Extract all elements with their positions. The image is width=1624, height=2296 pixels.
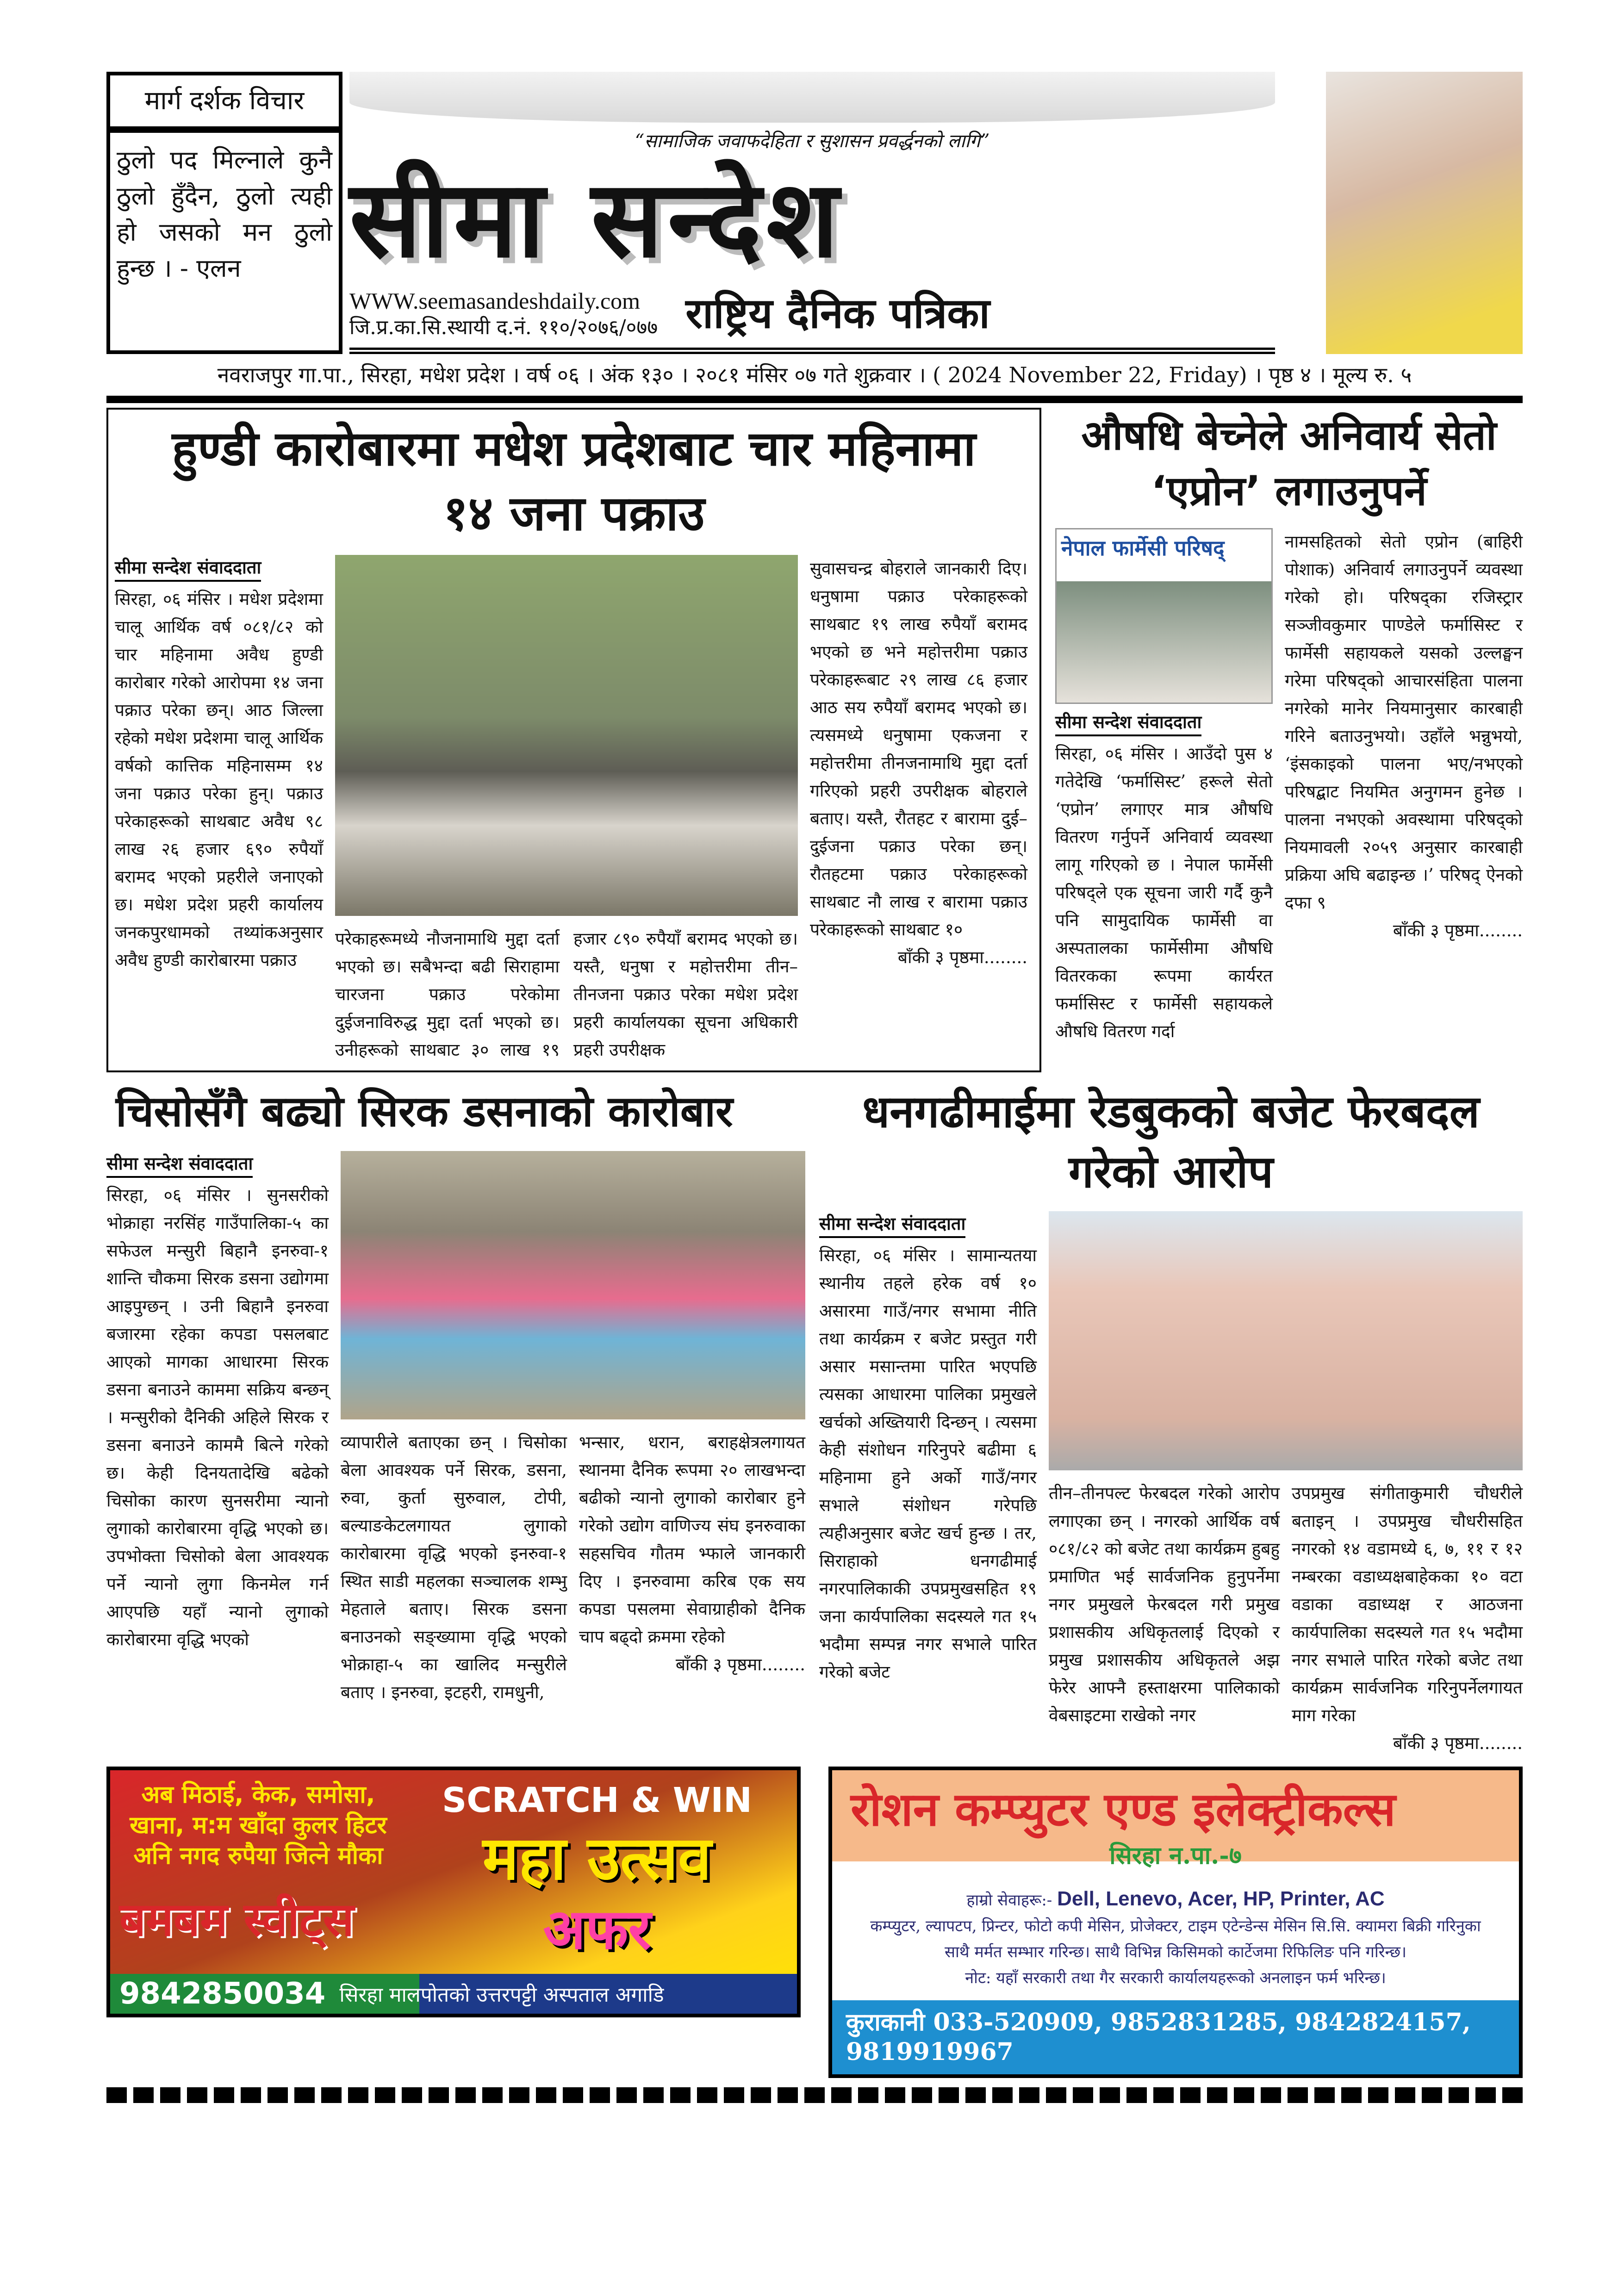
article-text: तीन–तीनपल्ट फेरबदल गरेको आरोप लगाएका छन् । नगरको आर्थिक वर्ष ०८१/८२ को बजेट तथा कार्यक्रम हुबहु प्रमाणित भई सार्वजनिक हुनुपर्नेमा नगर प्रमुखले फेरबदल गरी प्रमुख प्रशासकीय अधिकृतलाई दिएको र प्रमुख प्रशासकीय अधिकृतले अझ फेरेर आफ्नै हस्ताक्षरमा पालिकाको वेबसाइटमा राखेको नगर — [1049, 1483, 1280, 1725]
registration-number: जि.प्र.का.सि.स्थायी द.नं. ११०/२०७६/०७७ — [349, 316, 658, 339]
divider — [106, 396, 1523, 403]
ad-shop-name: बमबम स्वीट्स — [119, 1892, 355, 1947]
model-photo — [1326, 72, 1523, 354]
ad-brands: Dell, Lenevo, Acer, HP, Printer, AC — [1057, 1887, 1385, 1910]
article-quilt — [106, 1082, 805, 1706]
municipality-building-photo — [1049, 1211, 1523, 1470]
quote-box-title: मार्ग दर्शक विचार — [110, 75, 339, 133]
newspaper-page — [106, 72, 1523, 2177]
dateline: नवराजपुर गा.पा., सिरहा, मधेश प्रदेश । वर्ष ०६ । अंक १३० । २०८१ मंसिर ०७ गते शुक्रवार । ( 2024 November 22, Friday) । पृष्ठ ४ । मूल्य रु. ५ — [217, 362, 1412, 387]
masthead — [349, 72, 1275, 354]
byline: सीमा सन्देश संवाददाता — [1055, 709, 1201, 736]
ad-offer-2: अफर — [543, 1898, 651, 1962]
ornament-decoration — [349, 72, 1275, 123]
newspaper-subtitle: राष्ट्रिय दैनिक पत्रिका — [685, 289, 990, 338]
byline: सीमा सन्देश संवाददाता — [819, 1211, 965, 1238]
article-apron — [1055, 408, 1523, 1045]
quilt-making-photo — [341, 1151, 805, 1419]
continued-link[interactable]: बाँकी ३ पृष्ठमा........ — [675, 1655, 805, 1674]
article-text: नामसहितको सेतो एप्रोन (बाहिरी पोशाक) अनिवार्य लगाउनुपर्ने व्यवस्था गरेको हो। परिषद्का रजिस्ट्रार सञ्जीवकुमार पाण्डेले फर्मासिस्ट र फार्मेसी सहायकले यसको उल्लङ्घन गरेमा परिषद्को आचारसंहिता पालना नगरेको मानेर नियमानुसार कारबाही गरिने बताउनुभयो। उहाँले भन्नुभयो, ‘इंसकाइको पालना भए/नभएको परिषद्बाट नियमित अनुगमन हुनेछ । पालना नभएको अवस्थामा परिषद्को नियमावली २०५९ अनुसार कारबाही प्रक्रिया अघि बढाइन्छ ।’ परिषद् ऐनको दफा ९ — [1285, 532, 1523, 913]
article-text: परेकाहरूमध्ये नौजनामाथि मुद्दा दर्ता भएको छ। सबैभन्दा बढी सिराहामा चारजना पक्राउ परेकोमा दुईजनाविरुद्ध मुद्दा दर्ता भएको छ। उनीहरूको साथबाट ३० लाख १९ हजार ८९० रुपैयाँ बरामद भएको छ। यस्तै, धनुषा र महोत्तरीमा तीन–तीनजना पक्राउ परेका मधेश प्रदेश प्रहरी कार्यालयका सूचना अधिकारी प्रहरी उपरीक्षक — [335, 929, 798, 1060]
ad-note: नोट: यहाँ सरकारी तथा गैर सरकारी कार्यालयहरूको अनलाइन फर्म भरिन्छ। — [965, 1969, 1386, 1987]
ad-scratch: SCRATCH & WIN — [442, 1780, 752, 1820]
ad-address: सिरहा मालपोतको उत्तरपट्टी अस्पताल अगाडि — [339, 1983, 664, 2007]
continued-link[interactable]: बाँकी ३ पृष्ठमा........ — [1393, 1733, 1523, 1753]
headline: औषधि बेच्नेले अनिवार्य सेतो ‘एप्रोन’ लगाउनुपर्ने — [1081, 411, 1497, 515]
ad-offer-1: महा उत्सव — [482, 1823, 712, 1893]
ad-roshan-computer[interactable] — [828, 1767, 1523, 2078]
ad-phone[interactable]: 9842850034 — [119, 1977, 326, 2011]
article-text: सुवासचन्द्र बोहराले जानकारी दिए। धनुषामा पक्राउ परेकाहरूको साथबाट १९ लाख रुपैयाँ बरामद भएको छ भने महोत्तरीमा पक्राउ परेकाहरूबाट २९ लाख ८६ हजार आठ सय रुपैयाँ बरामद भएको छ। त्यसमध्ये धनुषामा एकजना र महोत्तरीमा तीनजनामाथि मुद्दा दर्ता गरिएको प्रहरी उपरीक्षक बोहराले बताए। यस्तै, रौतहट र बारामा दुई–दुईजना पक्राउ परेका छन्। रौतहटमा पक्राउ परेकाहरूको साथबाट नौ लाख र बारामा पक्राउ परेकाहरूको साथबाट १० — [810, 559, 1027, 940]
ad-location: सिरहा न.पा.-७ — [1109, 1842, 1242, 1870]
article-text: भन्सार, धरान, बराहक्षेत्रलगायत स्थानमा दैनिक रूपमा २० लाखभन्दा बढीको न्यानो लुगाको कारोबार हुने गरेको उद्योग वाणिज्य संघ इनरुवाका सहसचिव गौतम भ्फाले जानकारी दिए । इनरुवामा करिब एक सय कपडा पसलमा सेवाग्राहीको दैनिक चाप बढ्दो क्रममा रहेको — [579, 1432, 805, 1647]
ad-services: कम्प्युटर, ल्यापटप, प्रिन्टर, फोटो कपी मेसिन, प्रोजेक्टर, टाइम एटेन्डेन्स मेसिन सि.सि. क्यामरा बिक्री गरिनुका साथै मर्मत सम्भार गरिन्छ। साथै विभिन्न किसिमको कार्टेजमा रिफिलिङ पनि गरिन्छ। — [870, 1917, 1481, 1961]
bottom-dashed-rule — [106, 2087, 1523, 2103]
continued-link[interactable]: बाँकी ३ पृष्ठमा........ — [1393, 921, 1523, 940]
byline: सीमा सन्देश संवाददाता — [106, 1151, 253, 1178]
ad-shop-name: रोशन कम्प्युटर एण्ड इलेक्ट्रीकल्स — [851, 1782, 1396, 1836]
slogan: “सामाजिक जवाफदेहिता र सुशासन प्रवर्द्धनको लागि” — [635, 131, 990, 152]
arrested-persons-photo — [335, 555, 798, 916]
image-sign: नेपाल फार्मेसी परिषद् — [1057, 529, 1271, 566]
article-hundi — [106, 408, 1041, 1072]
masthead-rule — [349, 348, 1275, 354]
quote-text: ठुलो पद मिल्नाले कुनै ठुलो हुँदैन, ठुलो त्यही हो जसको मन ठुलो हुन्छ । - एलन — [117, 145, 332, 283]
ad-contact[interactable]: कुराकानी 033-520909, 9852831285, 9842824157, 9819919967 — [832, 2000, 1519, 2074]
headline: हुण्डी कारोबारमा मधेश प्रदेशबाट चार महिनामा १४ जना पक्राउ — [172, 420, 976, 541]
ad-promo: अब मिठाई, केक, समोसा, खाना, म:म खाँदा कुलर हिटर अनि नगद रुपैया जित्ने मौका — [130, 1781, 387, 1870]
article-text: सिरहा, ०६ मंसिर । सामान्यतया स्थानीय तहले हरेक वर्ष १० असारमा गाउँ/नगर सभामा नीति तथा कार्यक्रम र बजेट प्रस्तुत गरी असार मसान्तमा पारित भएपछि त्यसका आधारमा पालिका प्रमुखले खर्चको अख्तियारी दिन्छन् । त्यसमा केही संशोधन गरिनुपरे बढीमा ६ महिनामा हुने अर्को गाउँ/नगर सभाले संशोधन गरेपछि त्यहीअनुसार बजेट खर्च हुन्छ । तर, सिराहाको धनगढीमाई नगरपालिकाकी उपप्रमुखसहित १९ जना कार्यपालिका सदस्यले गत १५ भदौमा सम्पन्न नगर सभाले पारित गरेको बजेट — [819, 1245, 1037, 1682]
byline: सीमा सन्देश संवाददाता — [115, 555, 261, 582]
masthead-row — [106, 72, 1523, 354]
article-text: सिरहा, ०६ मंसिर । आउँदो पुस ४ गतेदेखि ‘फर्मासिस्ट’ हरूले सेतो ‘एप्रोन’ लगाएर मात्र औषधि वितरण गर्नुपर्ने अनिवार्य व्यवस्था लागू गरिएको छ । नेपाल फार्मेसी परिषद्ले एक सूचना जारी गर्दै कुनै पनि सामुदायिक फार्मेसी वा अस्पतालका फार्मेसीमा औषधि वितरकका रूपमा कार्यरत फर्मासिस्ट र फार्मेसी सहायकले औषधि वितरण गर्दा — [1055, 744, 1273, 1041]
article-redbook — [819, 1082, 1523, 1757]
article-text: सिरहा, ०६ मंसिर । सुनसरीको भोक्राहा नरसिंह गाउँपालिका-५ का सफेउल मन्सुरी बिहानै इनरुवा-१ शान्ति चौकमा सिरक डसना उद्योगमा आइपुग्छन् । उनी बिहानै इनरुवा बजारमा रहेका कपडा पसलबाट आएको मागका आधारमा सिरक डसना बनाउने काममा सक्रिय बन्छन् । मन्सुरीको दैनिकी अहिले सिरक र डसना बनाउने काममै बित्ने गरेको छ। केही दिनयतादेखि बढेको चिसोका कारण सुनसरीमा न्यानो लुगाको कारोबारमा वृद्धि भएको छ। उपभोक्ता चिसोको बेला आवश्यक पर्ने न्यानो लुगा किनमेल गर्न आएपछि यहाँ न्यानो लुगाको कारोबारमा वृद्धि भएको — [106, 1185, 329, 1649]
article-text: सिरहा, ०६ मंसिर । मधेश प्रदेशमा चालू आर्थिक वर्ष ०८१/८२ को चार महिनामा अवैध हुण्डी कारोबार गरेको आरोपमा १४ जना पक्राउ परेका छन्। आठ जिल्ला रहेको मधेश प्रदेशमा चालू आर्थिक वर्षको कात्तिक महिनासम्म १४ जना पक्राउ परेका हुन्। पक्राउ परेकाहरूको साथबाट अवैध ९८ लाख २६ हजार ६९० रुपैयाँ बरामद भएको प्रहरीले जनाएको छ। मधेश प्रदेश प्रहरी कार्यालय जनकपुरधामको तथ्यांकअनुसार अवैध हुण्डी कारोबारमा पक्राउ — [115, 589, 323, 970]
continued-link[interactable]: बाँकी ३ पृष्ठमा........ — [897, 947, 1027, 967]
ad-bambam-sweets[interactable] — [106, 1767, 801, 2017]
pharmacy-council-photo — [1055, 528, 1273, 704]
website-link[interactable]: WWW.seemasandeshdaily.com — [349, 288, 641, 314]
newspaper-title: सीमा सन्देश — [349, 158, 844, 281]
ad-brands-label: हाम्रो सेवाहरू:- — [966, 1891, 1052, 1910]
quote-box — [106, 72, 342, 354]
headline: चिसोसँगै बढ्यो सिरक डसनाको कारोबार — [116, 1087, 733, 1136]
headline: धनगढीमाईमा रेडबुकको बजेट फेरबदल गरेको आरोप — [862, 1086, 1480, 1198]
article-text: व्यापारीले बताएका छन् । चिसोका बेला आवश्यक पर्ने सिरक, डसना, रुवा, कुर्ता सुरुवाल, टोपी, बल्याङकेटलगायत लुगाको कारोबारमा वृद्धि भएको इनरुवा-१ स्थित साडी महलका सञ्चालक शम्भु मेहताले बताए। सिरक डसना बनाउनको सङ्ख्यामा वृद्धि भएको भोक्राहा-५ का खालिद मन्सुरीले बताए । इनरुवा, इटहरी, रामधुनी, — [341, 1432, 567, 1702]
article-text: उपप्रमुख संगीताकुमारी चौधरीले बताइन् । उपप्रमुख चौधरीसहित नगरको १४ वडामध्ये ६, ७, ११ र १२ नम्बरका वडाध्यक्षबाहेकका १० वटा वडाका वडाध्यक्ष र आठजना कार्यपालिका सदस्यले गत १५ भदौमा नगर सभाले पारित गरेको बजेट तथा कार्यक्रम सार्वजनिक गरिनुपर्नेलगायत माग गरेका — [1292, 1483, 1523, 1725]
